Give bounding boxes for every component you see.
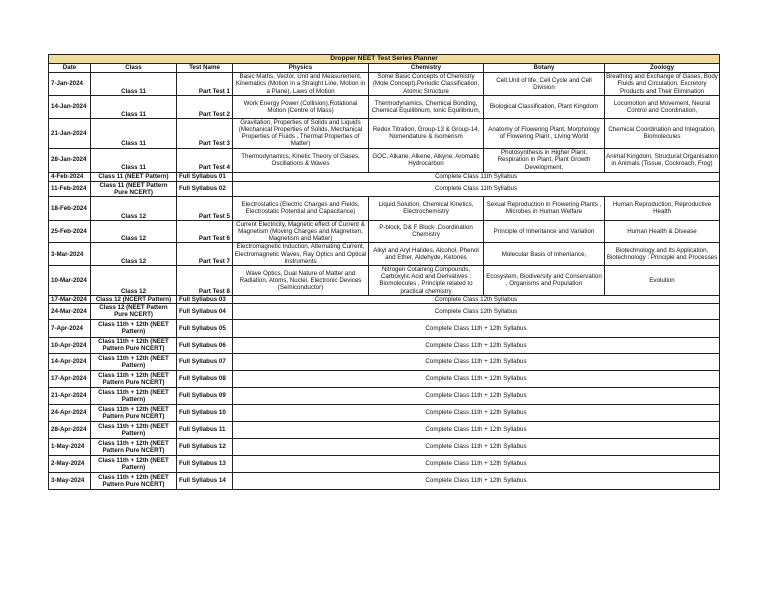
botany-cell: Sexual Reproduction in Flowering Plants , Microbes in Human Welfare: [484, 196, 605, 220]
class-cell: Class 11 (NEET Pattern): [91, 172, 177, 181]
class-cell: Class 11: [91, 119, 177, 149]
physics-cell: Basic Maths, Vector, Unit and Measurement, Kinematics (Motion in a Straight Line, Motion in a Plane), Laws of Motion: [233, 73, 369, 96]
table-row: [49, 181, 720, 196]
date-cell: 3-Mar-2024: [49, 243, 91, 266]
test-name-cell: Full Syllabus 01: [177, 172, 233, 181]
physics-cell: Work Energy Power (Collision),Rotational Motion (Centre of Mass): [233, 96, 369, 119]
table-row: [49, 73, 720, 96]
date-cell: 11-Feb-2024: [49, 181, 91, 196]
class-cell: Class 12: [91, 220, 177, 242]
table-row: [49, 319, 720, 337]
date-cell: 17-Mar-2024: [49, 295, 91, 303]
chemistry-cell: GOC, Alkane, Alkene, Alkyne, Aromatic Hydrocarbon: [369, 148, 484, 172]
zoology-cell: Breathing and Exchange of Gases, Body Fluids and Circulation, Excretory Products and Their Elimination: [606, 73, 718, 95]
header-botany: Botany: [484, 64, 605, 73]
header-class: Class: [91, 64, 177, 73]
zoology-cell: Human Reproduction, Reproductive Health: [605, 196, 720, 220]
test-name-cell: Full Syllabus 03: [177, 295, 233, 303]
date-cell: 2-May-2024: [49, 455, 91, 472]
syllabus-cell: Complete Class 11th + 12th Syllabus: [233, 455, 720, 472]
syllabus-cell: Complete Class 11th Syllabus: [233, 172, 720, 181]
physics-cell: Electrostatics (Electric Charges and Fields, Electrostatic Potential and Capacitance): [233, 196, 369, 220]
syllabus-cell: Complete Class 11th + 12th Syllabus: [233, 404, 720, 421]
date-cell: 4-Feb-2024: [49, 172, 91, 181]
test-name-cell: Full Syllabus 02: [177, 181, 233, 196]
syllabus-cell: Complete Class 11th + 12th Syllabus: [233, 438, 720, 455]
syllabus-cell: Complete Class 11th + 12th Syllabus: [233, 319, 720, 337]
date-cell: 17-Apr-2024: [49, 370, 91, 387]
date-cell: 1-May-2024: [49, 438, 91, 455]
test-name-cell: Full Syllabus 11: [177, 421, 233, 438]
date-cell: 21-Jan-2024: [49, 119, 91, 149]
date-cell: 18-Feb-2024: [49, 196, 91, 220]
chemistry-cell: Nitrogen Cotaining Compounds, Carboxylic Acid and Derivatives , Biomolecules , Principle related to practical chemistry: [369, 266, 484, 296]
class-cell: Class 11th + 12th (NEET Pattern): [91, 387, 177, 404]
class-cell: Class 11th + 12th (NEET Pattern): [91, 421, 177, 438]
test-name-cell: Part Test 7: [177, 243, 233, 266]
test-name-cell: Part Test 5: [177, 196, 233, 220]
botany-cell: Cell:Unit of life, Cell Cycle and Cell Division: [484, 73, 605, 96]
class-cell: Class 12: [91, 266, 177, 296]
table-row: [49, 119, 720, 149]
test-name-cell: Full Syllabus 13: [177, 455, 233, 472]
table-row: [49, 387, 720, 404]
syllabus-cell: Complete Class 12th Syllabus: [233, 303, 720, 319]
zoology-cell: Evolution: [605, 266, 720, 296]
class-cell: Class 11th + 12th (NEET Pattern Pure NCERT): [91, 404, 177, 421]
table-row: [49, 438, 720, 455]
date-cell: 7-Apr-2024: [49, 319, 91, 337]
botany-cell: Ecosystem, Biodiversity and Conservation , Organisms and Population: [484, 266, 605, 296]
header-zoology: Zoology: [605, 64, 720, 73]
class-cell: Class 12: [91, 196, 177, 220]
test-name-cell: Part Test 3: [177, 119, 233, 149]
sheet-title: Dropper NEET Test Series Planner: [49, 55, 720, 64]
table-row: [49, 196, 720, 220]
chemistry-cell: Alkyl and Aryl Halides, Alcohol, Phenol and Ether, Aldehyde, Ketones: [369, 243, 484, 266]
class-cell: Class 11th + 12th (NEET Pattern Pure NCERT): [91, 438, 177, 455]
table-row: [49, 455, 720, 472]
syllabus-cell: Complete Class 11th + 12th Syllabus: [233, 387, 720, 404]
date-cell: 14-Apr-2024: [49, 353, 91, 370]
test-series-table: [48, 54, 720, 490]
table-row: [49, 421, 720, 438]
header-date: Date: [49, 64, 91, 73]
class-cell: Class 11th + 12th (NEET Pattern Pure NCERT): [91, 370, 177, 387]
date-cell: 10-Mar-2024: [49, 266, 91, 296]
physics-cell: Gravitation, Properties of Solids and Liquids (Mechanical Properties of Solids, Mechanical Properties of Fluids , Thermal Properties of Matter): [233, 119, 369, 149]
header-physics: Physics: [233, 64, 369, 73]
header-chemistry: Chemistry: [369, 64, 484, 73]
test-name-cell: Part Test 2: [177, 96, 233, 119]
test-name-cell: Part Test 6: [177, 220, 233, 242]
table-row: [49, 303, 720, 319]
table-row: [49, 96, 720, 119]
date-cell: 25-Feb-2024: [49, 220, 91, 242]
test-name-cell: Full Syllabus 08: [177, 370, 233, 387]
table-row: [49, 370, 720, 387]
date-cell: 7-Jan-2024: [49, 73, 91, 96]
physics-cell: Wave Optics, Dual Nature of Matter and Radiation, Atoms, Nuclei, Electronic Devices (Semiconductor): [233, 266, 369, 296]
test-name-cell: Full Syllabus 05: [177, 319, 233, 337]
chemistry-cell: Redox Titration, Group-13 & Group-14, Nomendature & Isomerism: [369, 119, 484, 149]
table-row: [49, 404, 720, 421]
class-cell: Class 12 (NEET Pattern Pure NCERT): [91, 303, 177, 319]
syllabus-cell: Complete Class 11th + 12th Syllabus: [233, 472, 720, 489]
class-cell: Class 11th + 12th (NEET Pattern): [91, 455, 177, 472]
zoology-cell: Biotechnology and Its Application, Biotechnology : Principle and Processes: [605, 243, 720, 266]
zoology-cell: Locomotion and Movement, Neural Control and Coordination,: [605, 96, 720, 119]
chemistry-cell: Some Basic Concepts of Chemistry (Mole Concept),Periodic Classification, Atomic Structure: [369, 73, 484, 96]
date-cell: 28-Jan-2024: [49, 148, 91, 172]
class-cell: Class 12: [91, 243, 177, 266]
test-name-cell: Part Test 8: [177, 266, 233, 296]
table-row: [49, 472, 720, 489]
class-cell: Class 11: [91, 96, 177, 119]
test-name-cell: Part Test 4: [177, 148, 233, 172]
zoology-cell: Chemical Coordination and Integration, Biomolecules: [605, 119, 720, 149]
class-cell: Class 11: [91, 73, 177, 96]
chemistry-cell: Liquid Solution, Chemical Kinetics, Electrochemistry: [369, 196, 484, 220]
class-cell: Class 11th + 12th (NEET Pattern Pure NCERT): [91, 472, 177, 489]
botany-cell: Molecular Basis of Inheritance,: [484, 243, 605, 266]
date-cell: 14-Jan-2024: [49, 96, 91, 119]
date-cell: 24-Mar-2024: [49, 303, 91, 319]
chemistry-cell: P-block, D& F Block ,Coordination Chemistry: [369, 220, 484, 242]
header-row: [49, 64, 720, 73]
test-name-cell: Full Syllabus 09: [177, 387, 233, 404]
test-name-cell: Full Syllabus 10: [177, 404, 233, 421]
syllabus-cell: Complete Class 11th Syllabus: [233, 181, 720, 196]
table-row: [49, 266, 720, 296]
date-cell: 28-Apr-2024: [49, 421, 91, 438]
test-name-cell: Part Test 1: [177, 73, 233, 96]
physics-cell: Current Electricity, Magnetic effect of Current & Magnetism (Moving Charges and Magnetism, Magnetism and Matter): [233, 220, 369, 242]
class-cell: Class 11th + 12th (NEET Pattern): [91, 353, 177, 370]
syllabus-cell: Complete Class 11th + 12th Syllabus: [233, 353, 720, 370]
class-cell: Class 11th + 12th (NEET Pattern Pure NCERT): [91, 337, 177, 353]
physics-cell: Thermodynamics, Kinetic Theory of Gases, Oscillations & Waves: [233, 148, 369, 172]
header-test-name: Test Name: [177, 64, 233, 73]
table-row: [49, 148, 720, 172]
class-cell: Class 11 (NEET Pattern Pure NCERT): [91, 181, 177, 196]
table-row: [49, 243, 720, 266]
botany-cell: Principle of Inheritance and Variation: [484, 220, 605, 242]
syllabus-cell: Complete Class 11th + 12th Syllabus: [233, 370, 720, 387]
test-name-cell: Full Syllabus 07: [177, 353, 233, 370]
test-name-cell: Full Syllabus 06: [177, 337, 233, 353]
class-cell: Class 12 (NCERT Pattern): [91, 295, 177, 303]
table-row: [49, 295, 720, 303]
table-row: [49, 172, 720, 181]
class-cell: Class 11th + 12th (NEET Pattern): [91, 319, 177, 337]
syllabus-cell: Complete Class 12th Syllabus: [233, 295, 720, 303]
zoology-cell: Human Health & Disease: [605, 220, 720, 242]
table-row: [49, 353, 720, 370]
physics-cell: Electromagnetic Induction, Alternating Current, Electromagnetic Waves, Ray Optics and Optical Instruments: [233, 243, 369, 266]
class-cell: Class 11: [91, 148, 177, 172]
test-name-cell: Full Syllabus 14: [177, 472, 233, 489]
chemistry-cell: Thermodynamics, Chemical Bonding, Chemical Equilibrium, Ionic Equilibrium,: [369, 96, 484, 119]
date-cell: 10-Apr-2024: [49, 337, 91, 353]
botany-cell: Photosynthesis in Higher Plant, Respiration in Plant, Plant Growth Development,: [484, 148, 605, 172]
zoology-cell: Animal Kingdom, Structural Organisation in Animals (Tissue, Cockroach, Frog): [605, 148, 720, 172]
botany-cell: Anatomy of Flowering Plant, Morphology of Flowering Plant , Living World: [484, 119, 605, 149]
syllabus-cell: Complete Class 11th + 12th Syllabus: [233, 337, 720, 353]
test-name-cell: Full Syllabus 12: [177, 438, 233, 455]
syllabus-cell: Complete Class 11th + 12th Syllabus: [233, 421, 720, 438]
date-cell: 3-May-2024: [49, 472, 91, 489]
table-row: [49, 220, 720, 242]
botany-cell: Biological Classification, Plant Kingdom: [484, 96, 605, 119]
table-row: [49, 337, 720, 353]
date-cell: 24-Apr-2024: [49, 404, 91, 421]
date-cell: 21-Apr-2024: [49, 387, 91, 404]
test-name-cell: Full Syllabus 04: [177, 303, 233, 319]
